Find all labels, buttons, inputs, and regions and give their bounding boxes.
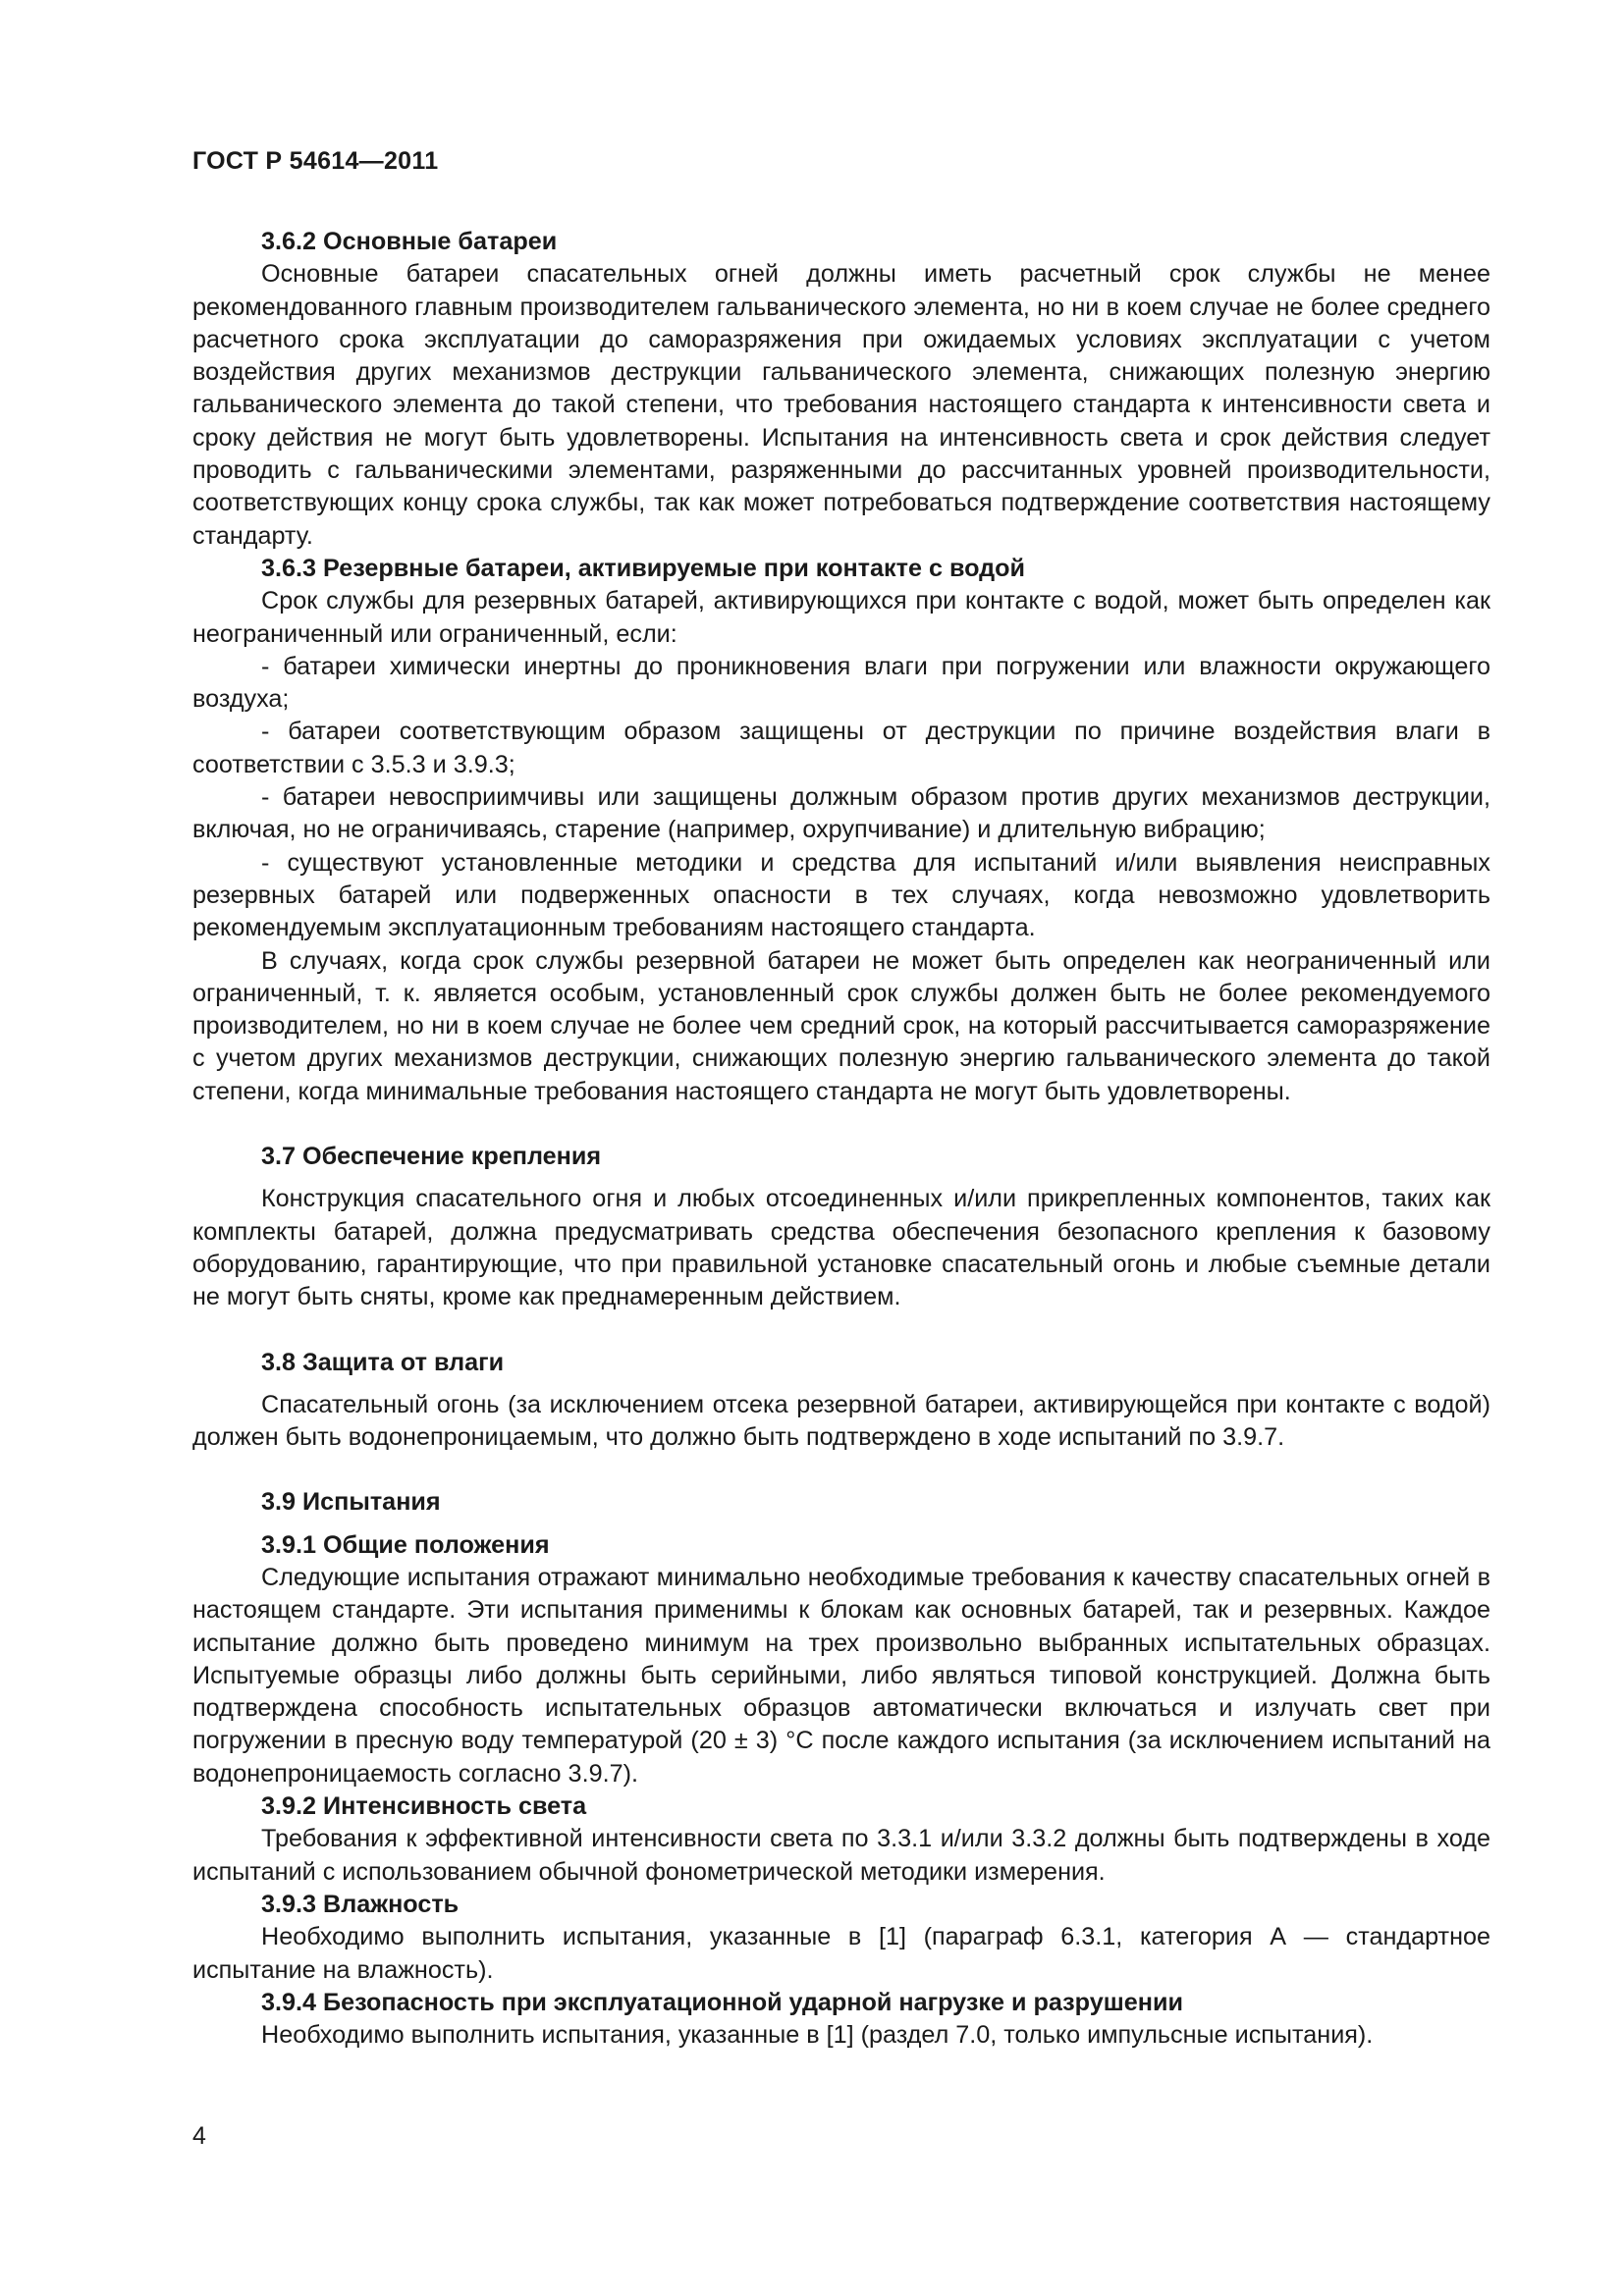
- section-3-9-3-paragraph: Необходимо выполнить испытания, указанные в [1] (параграф 6.3.1, категория А — стандартное испытание на влажность).: [192, 1923, 1490, 1984]
- section-3-9-2-title: 3.9.2 Интенсивность света: [261, 1792, 587, 1821]
- section-3-6-2-paragraph: Основные батареи спасательных огней должны иметь расчетный срок службы не менее рекомендованного главным производителем гальванического элемента, но ни в коем случае не более среднего расчетного срока эксплуатации до саморазряжения при ожидаемых условиях эксплуатации с учетом воздействия других механизмов деструкции гальванического элемента, снижающих полезную энергию гальванического элемента до такой степени, что требования настоящего стандарта к интенсивности света и сроку действия не могут быть удовлетворены. Испытания на интенсивность света и срок действия следует проводить с гальваническими элементами, разряженными до рассчитанных уровней производительности, соответствующих концу срока службы, так как может потребоваться подтверждение соответствия настоящему стандарту.: [192, 260, 1490, 550]
- section-3-9-4-title: 3.9.4 Безопасность при эксплуатационной ударной нагрузке и разрушении: [261, 1988, 1183, 2016]
- section-3-6-3-title: 3.6.3 Резервные батареи, активируемые при контакте с водой: [261, 554, 1026, 582]
- page-number: 4: [192, 2122, 206, 2150]
- section-3-8-title: 3.8 Защита от влаги: [261, 1348, 505, 1376]
- section-3-7-title: 3.7 Обеспечение крепления: [261, 1143, 602, 1171]
- section-3-6-3-paragraph-2: В случаях, когда срок службы резервной батареи не может быть определен как неограниченный или ограниченный, т. к. является особым, установленный срок службы должен быть не более рекомендуемого производителем, но ни в коем случае не более чем средний срок, на который рассчитывается саморазряжение с учетом других механизмов деструкции, снижающих полезную энергию гальванического элемента до такой степени, когда минимальные требования настоящего стандарта не могут быть удовлетворены.: [192, 946, 1490, 1105]
- list-item: - батареи невосприимчивы или защищены должным образом против других механизмов деструкции, включая, но не ограничиваясь, старение (например, охрупчивание) и длительную вибрацию;: [192, 783, 1490, 844]
- section-3-9-2-paragraph: Требования к эффективной интенсивности света по 3.3.1 и/или 3.3.2 должны быть подтверждены в ходе испытаний с использованием обычной фонометрической методики измерения.: [192, 1825, 1490, 1886]
- document-code: ГОСТ Р 54614—2011: [192, 147, 439, 175]
- section-3-9-1-paragraph: Следующие испытания отражают минимально необходимые требования к качеству спасательных огней в настоящем стандарте. Эти испытания применимы к блокам как основных батарей, так и резервных. Каждое испытание должно быть проведено минимум на трех произвольно выбранных испытательных образцах. Испытуемые образцы либо должны быть серийными, либо являться типовой конструкцией. Должна быть подтверждена способность испытательных образцов автоматически включаться и излучать свет при погружении в пресную воду температурой (20 ± 3) °С после каждого испытания (за исключением испытаний на водонепроницаемость согласно 3.9.7).: [192, 1563, 1490, 1788]
- list-item: - существуют установленные методики и средства для испытаний и/или выявления неисправных резервных батарей или подверженных опасности в тех случаях, когда невозможно удовлетворить рекомендуемым эксплуатационным требованиям настоящего стандарта.: [192, 848, 1490, 942]
- section-3-9-1-title: 3.9.1 Общие положения: [261, 1530, 550, 1559]
- section-3-9-4-paragraph: Необходимо выполнить испытания, указанные в [1] (раздел 7.0, только импульсные испытания).: [261, 2021, 1374, 2050]
- section-3-9-title: 3.9 Испытания: [261, 1488, 441, 1517]
- list-item: - батареи химически инертны до проникновения влаги при погружении или влажности окружающего воздуха;: [192, 652, 1490, 714]
- section-3-6-2-title: 3.6.2 Основные батареи: [261, 228, 558, 255]
- section-3-7-paragraph: Конструкция спасательного огня и любых отсоединенных и/или прикрепленных компонентов, таких как комплекты батарей, должна предусматривать средства обеспечения безопасного крепления к базовому оборудованию, гарантирующие, что при правильной установке спасательный огонь и любые съемные детали не могут быть сняты, кроме как преднамеренным действием.: [192, 1185, 1490, 1311]
- section-3-6-3-paragraph: Срок службы для резервных батарей, активирующихся при контакте с водой, может быть определен как неограниченный или ограниченный, если:: [192, 587, 1490, 648]
- section-3-8-paragraph: Спасательный огонь (за исключением отсека резервной батареи, активирующейся при контакте с водой) должен быть водонепроницаемым, что должно быть подтверждено в ходе испытаний по 3.9.7.: [192, 1390, 1490, 1452]
- document-body: [192, 226, 1490, 2052]
- section-3-9-3-title: 3.9.3 Влажность: [261, 1890, 460, 1918]
- list-item: - батареи соответствующим образом защищены от деструкции по причине воздействия влаги в соответствии с 3.5.3 и 3.9.3;: [192, 718, 1490, 778]
